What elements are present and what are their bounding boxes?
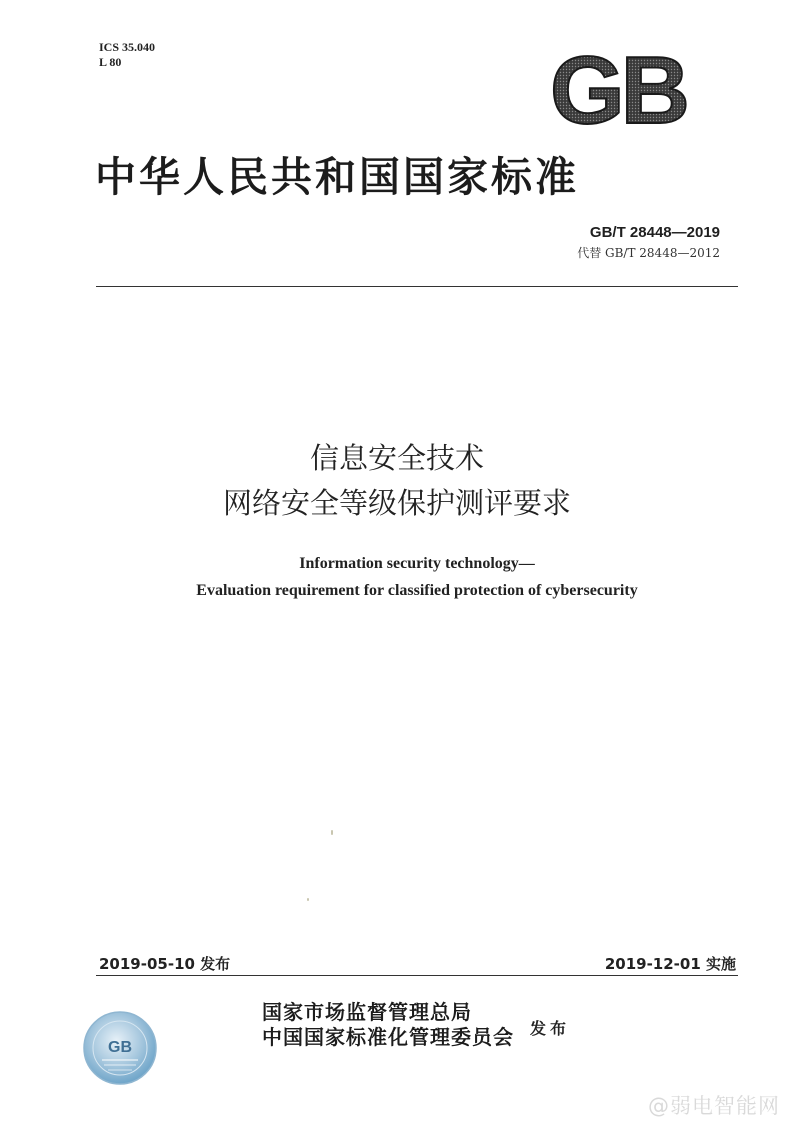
scan-speck bbox=[307, 898, 309, 901]
issuer-line1: 国家市场监督管理总局 bbox=[262, 1000, 472, 1024]
issue-action: 发布 bbox=[530, 1019, 571, 1038]
standard-type-heading: 中华人民共和国国家标准 bbox=[95, 153, 579, 201]
title-cn-line2: 网络安全等级保护测评要求 bbox=[222, 486, 571, 520]
anti-counterfeit-seal-icon bbox=[82, 1010, 158, 1086]
replaces-standard: 代替 GB/T 28448—2012 bbox=[577, 246, 720, 260]
title-en-line1: Information security technology— bbox=[299, 555, 535, 572]
issuer-line2: 中国国家标准化管理委员会 bbox=[262, 1025, 514, 1049]
ccs-code: L 80 bbox=[99, 55, 122, 69]
watermark: @弱电智能网 bbox=[648, 1094, 780, 1118]
implementation-date: 2019-12-01 实施 bbox=[604, 955, 736, 973]
classification-codes bbox=[99, 40, 155, 70]
footer-divider bbox=[96, 975, 738, 976]
ics-code: ICS 35.040 bbox=[99, 40, 156, 54]
header-divider bbox=[96, 286, 738, 287]
standard-number: GB/T 28448—2019 bbox=[589, 224, 720, 241]
scan-speck bbox=[331, 830, 333, 835]
gb-logo-text: GB bbox=[550, 47, 686, 133]
title-en-line2: Evaluation requirement for classified protection of cybersecurity bbox=[196, 582, 638, 599]
gb-logo bbox=[538, 47, 698, 133]
title-cn-line1: 信息安全技术 bbox=[309, 441, 484, 475]
issue-date: 2019-05-10 发布 bbox=[99, 955, 231, 973]
seal-logo-text: GB bbox=[108, 1039, 132, 1056]
